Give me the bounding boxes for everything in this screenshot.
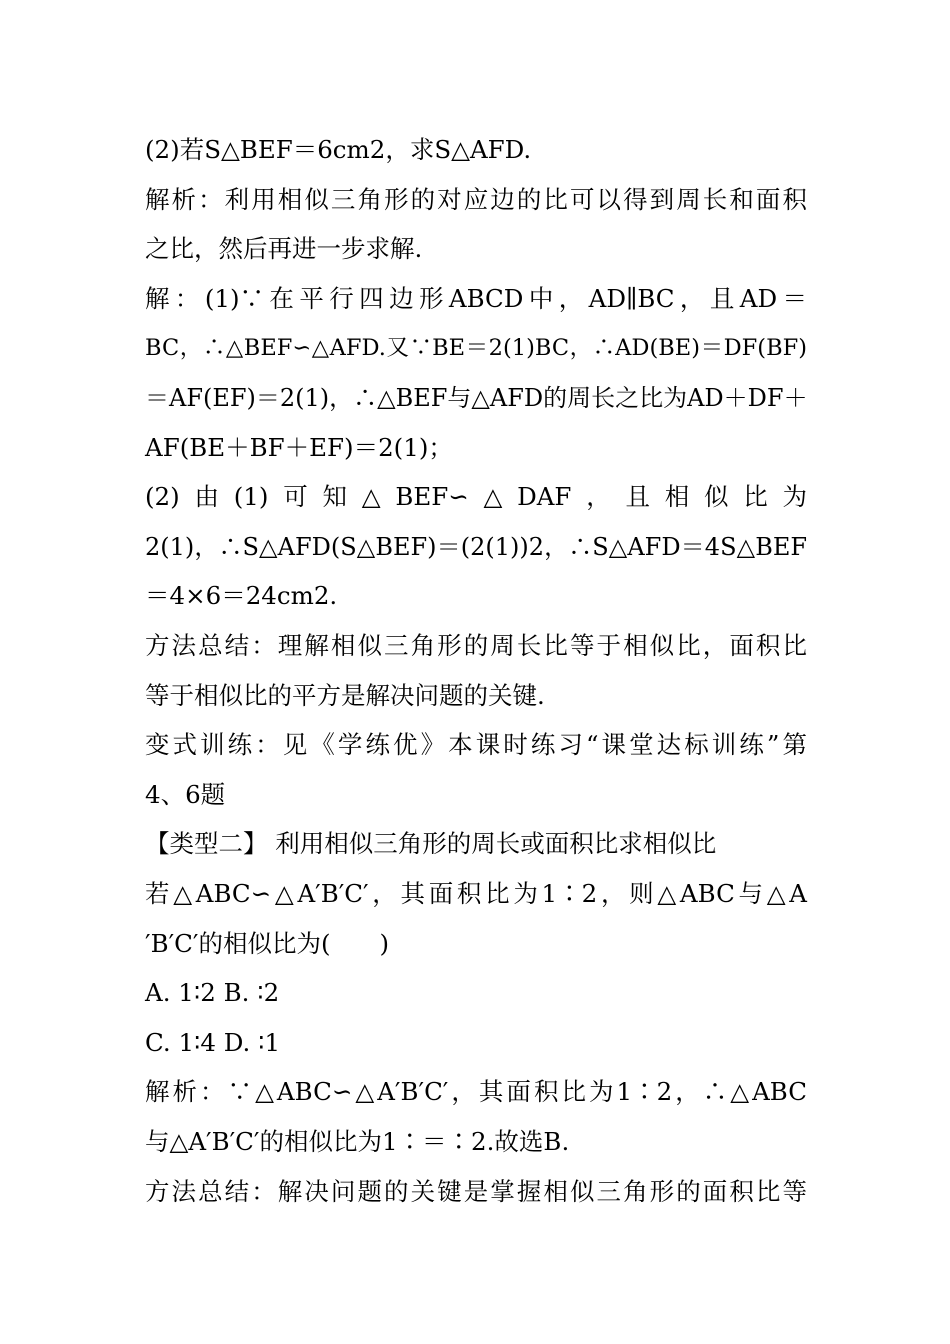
text-line-13: 变式训练：见《学练优》本课时练习“课堂达标训练”第 [145, 730, 807, 759]
text-line-21: 与△A′B′C′的相似比为1∶＝∶2.故选B. [145, 1127, 570, 1156]
text-line-3: 之比，然后再进一步求解. [145, 234, 423, 263]
text-line-2: 解析：利用相似三角形的对应边的比可以得到周长和面积 [145, 185, 807, 214]
text-line-10: ＝4×6＝24cm2. [145, 581, 338, 610]
text-line-15: 【类型二】 利用相似三角形的周长或面积比求相似比 [145, 829, 717, 858]
text-line-19: C. 1∶4 D. ∶1 [145, 1028, 281, 1057]
text-line-17: ′B′C′的相似比为( ) [145, 929, 390, 958]
text-line-16: 若△ABC∽△A′B′C′，其面积比为1∶2，则△ABC与△A [145, 879, 807, 908]
text-line-6: ＝AF(EF)＝2(1)，∴△BEF与△AFD的周长之比为AD＋DF＋ [145, 384, 808, 412]
text-line-20: 解析：∵△ABC∽△A′B′C′，其面积比为1∶2，∴△ABC [145, 1077, 807, 1106]
text-line-22: 方法总结：解决问题的关键是掌握相似三角形的面积比等 [145, 1177, 807, 1206]
text-line-1: (2)若S△BEF＝6cm2，求S△AFD. [145, 135, 532, 164]
text-line-8: (2)由(1)可知△BEF∽△DAF，且相似比为 [145, 482, 807, 511]
text-line-18: A. 1∶2 B. ∶2 [145, 978, 280, 1007]
text-line-11: 方法总结：理解相似三角形的周长比等于相似比，面积比 [145, 631, 807, 660]
text-line-5: BC，∴△BEF∽△AFD.又∵BE＝2(1)BC，∴AD(BE)＝DF(BF) [145, 335, 807, 361]
text-line-12: 等于相似比的平方是解决问题的关键. [145, 681, 545, 710]
text-line-7: AF(BE＋BF＋EF)＝2(1)； [145, 433, 453, 462]
text-line-14: 4、6题 [145, 780, 226, 809]
text-line-4: 解：(1)∵在平行四边形ABCD中，AD∥BC，且AD＝ [145, 284, 807, 313]
text-line-9: 2(1)，∴S△AFD(S△BEF)＝(2(1))2，∴S△AFD＝4S△BEF [145, 533, 807, 561]
